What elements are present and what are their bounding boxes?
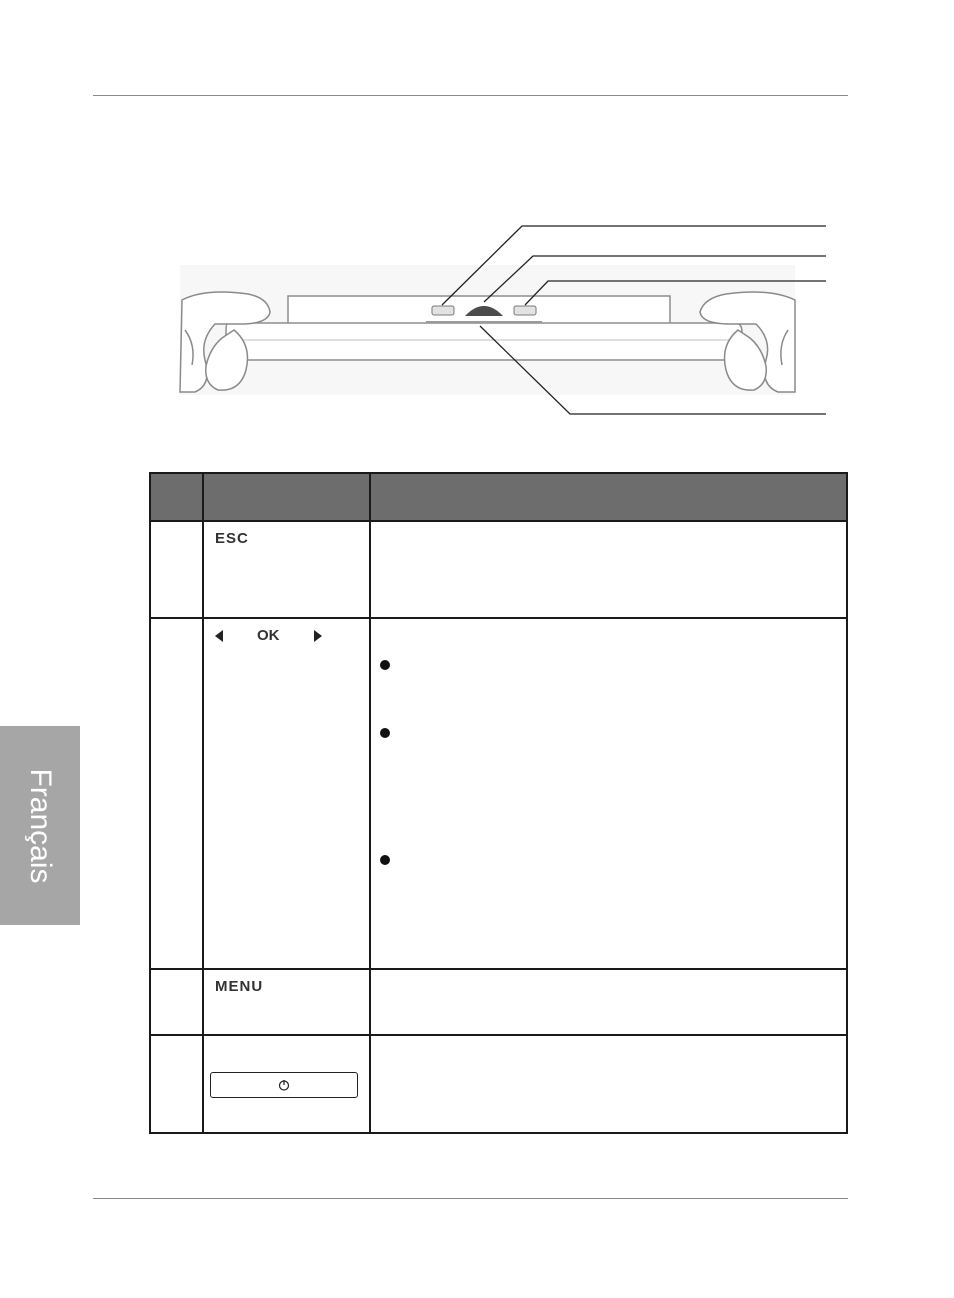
menu-key-label: MENU: [215, 978, 264, 995]
esc-key-label: ESC: [215, 530, 249, 547]
row-number-cell: [150, 969, 203, 1035]
ok-key-label: OK: [257, 627, 280, 644]
table-row: [150, 969, 847, 1035]
menu-button-illustration: [514, 306, 536, 315]
description-cell: [370, 521, 847, 618]
table-header-row: [150, 473, 847, 521]
right-arrow-icon: [314, 630, 322, 642]
table-row: [150, 521, 847, 618]
power-icon: [278, 1079, 290, 1091]
header-cell-button: [203, 473, 370, 521]
key-cell: [203, 521, 370, 618]
description-cell: [370, 969, 847, 1035]
device-illustration: [0, 0, 954, 430]
esc-button-illustration: [432, 306, 454, 315]
row-number-cell: [150, 618, 203, 969]
device-body: [226, 323, 742, 360]
key-cell: [203, 969, 370, 1035]
header-cell-description: [370, 473, 847, 521]
row-number-cell: [150, 521, 203, 618]
bullet-icon: [380, 728, 390, 738]
language-label: Français: [24, 768, 57, 884]
bullet-icon: [380, 855, 390, 865]
description-cell: [370, 618, 847, 969]
table-row: [150, 618, 847, 969]
key-cell: [203, 618, 370, 969]
row-number-cell: [150, 1035, 203, 1133]
left-arrow-icon: [215, 630, 223, 642]
table-row: [150, 1035, 847, 1133]
power-bar: [210, 1072, 358, 1098]
language-side-tab: [0, 726, 80, 925]
controls-table: [149, 472, 848, 1134]
bullet-icon: [380, 660, 390, 670]
nav-keys: [215, 627, 369, 644]
header-cell-number: [150, 473, 203, 521]
footer-rule: [93, 1198, 848, 1199]
key-cell: [203, 1035, 370, 1133]
description-cell: [370, 1035, 847, 1133]
